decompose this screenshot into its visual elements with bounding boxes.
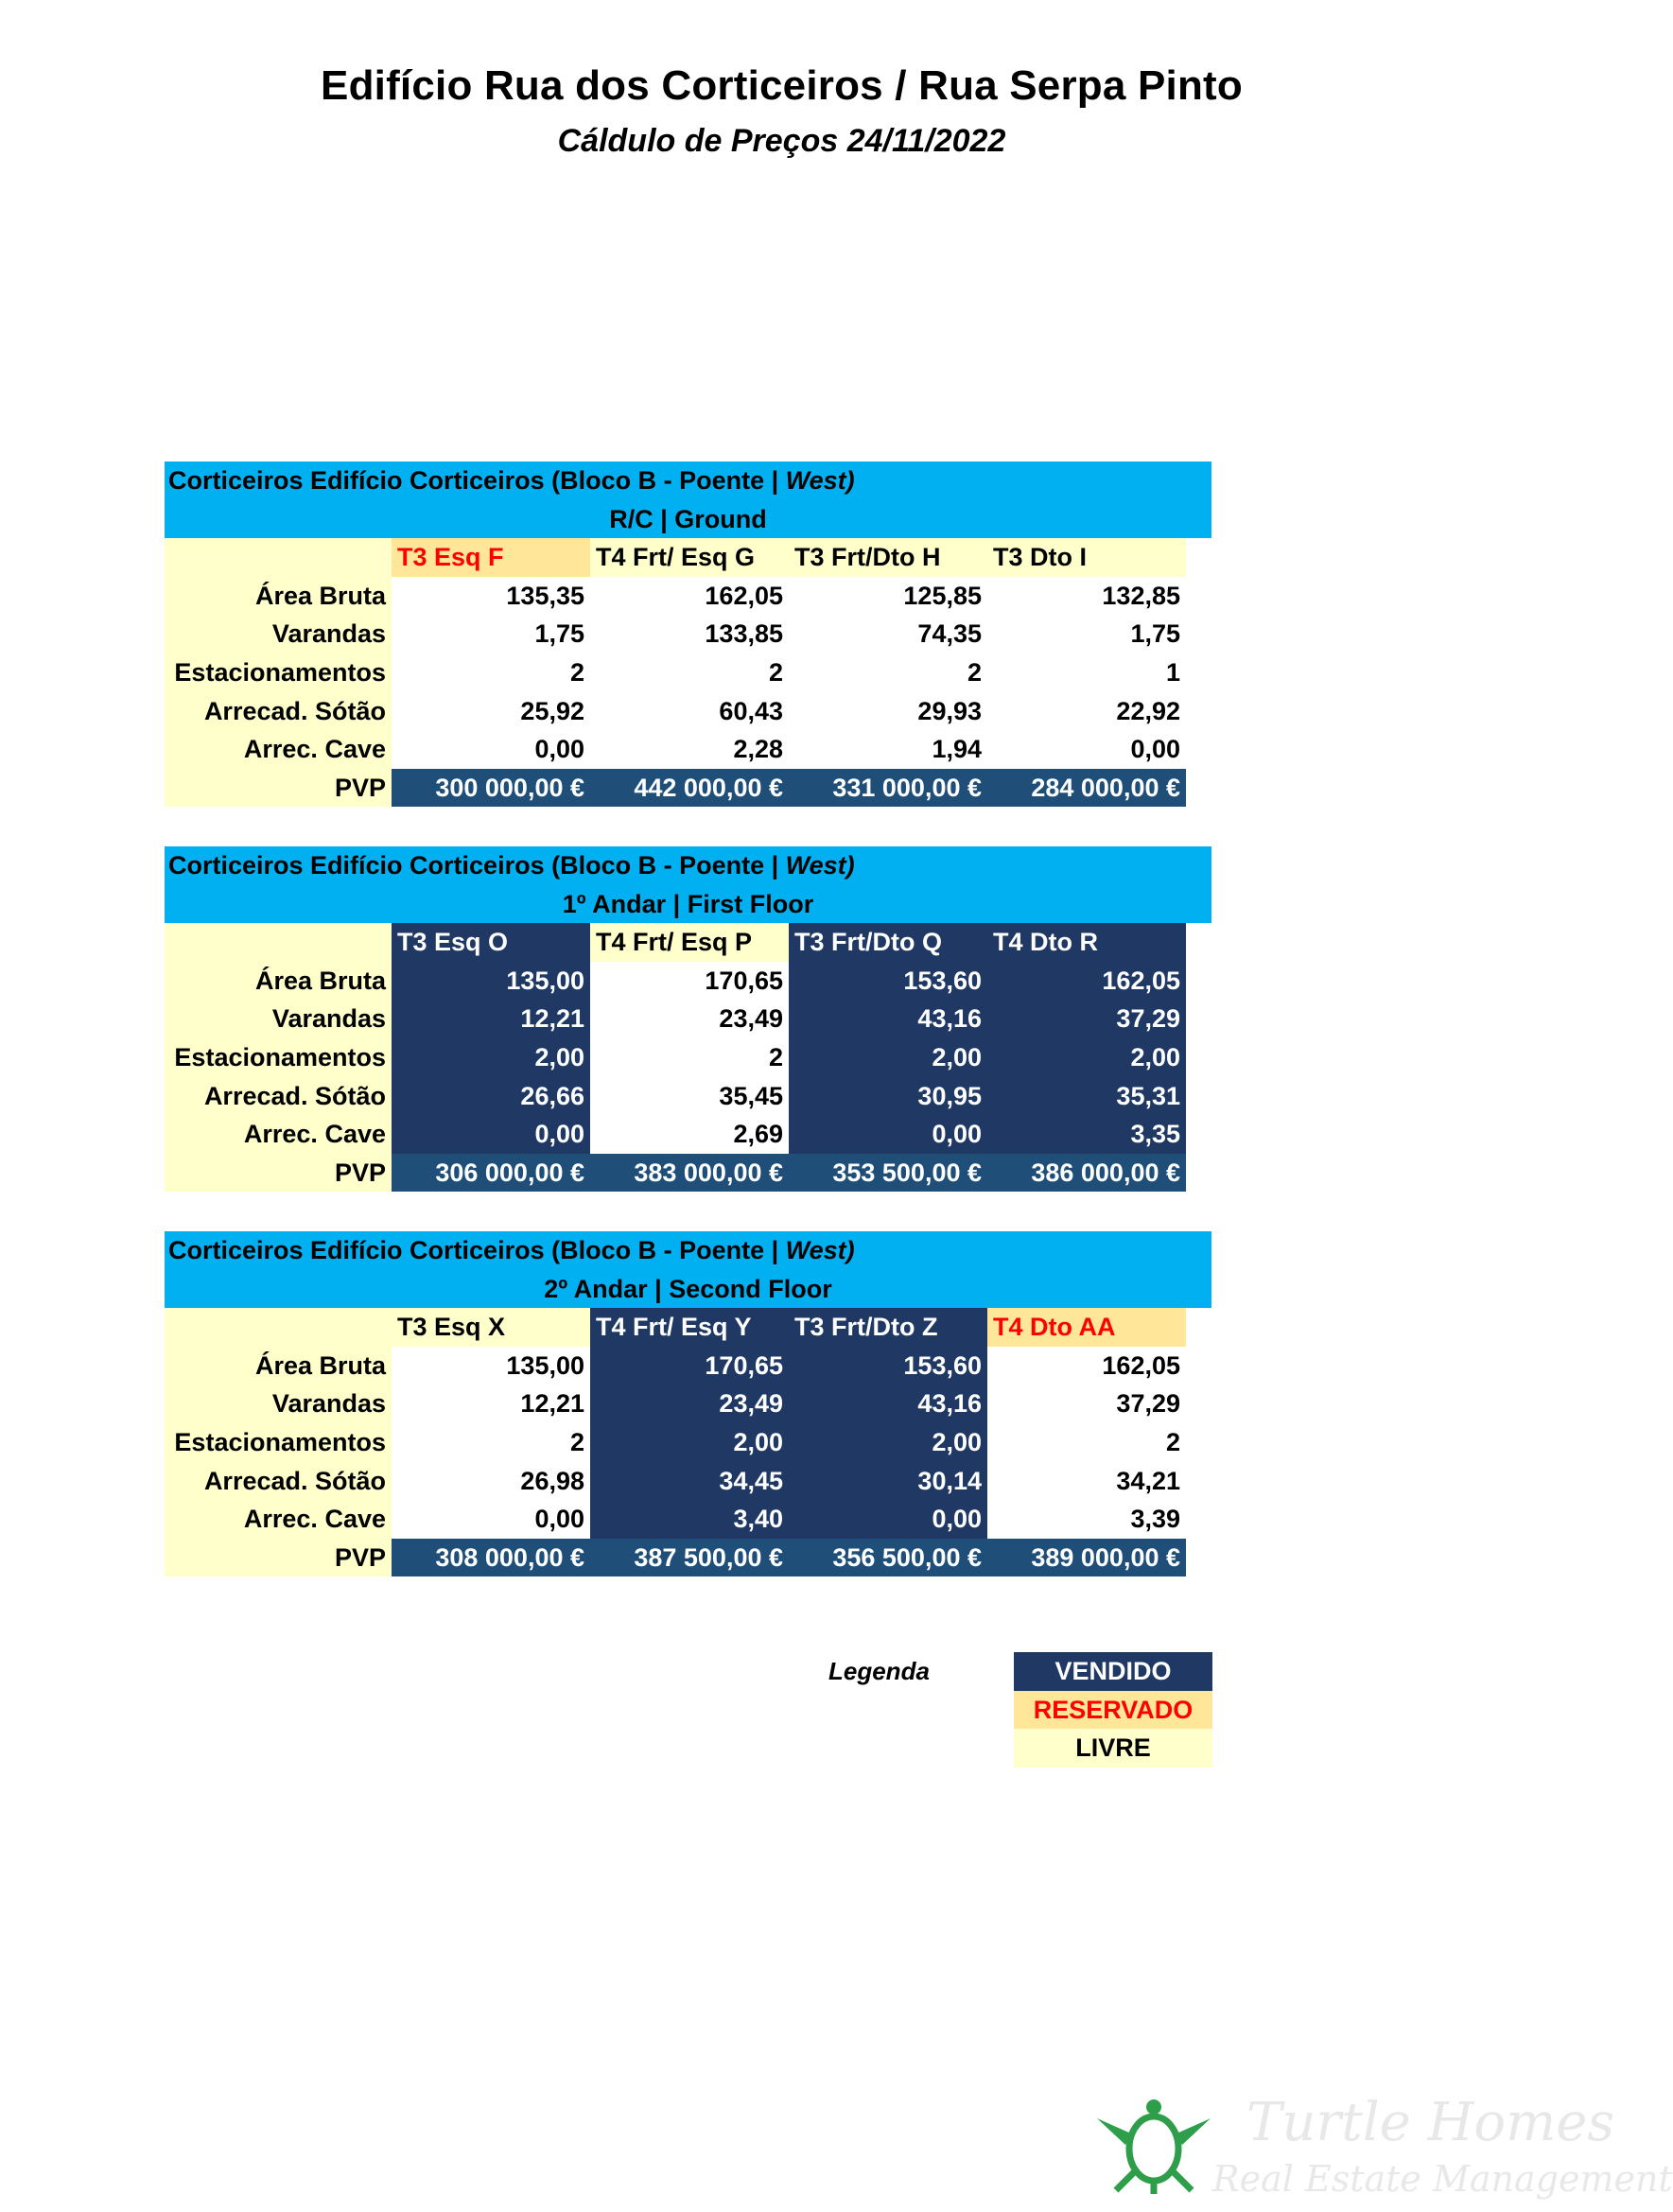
value-cell: 74,35 [789,615,987,653]
unit-name: T4 Dto R [987,923,1186,962]
data-row [165,1000,1211,1038]
value-cell: 170,65 [590,962,789,1001]
data-row [165,615,1211,653]
block-title-west: West) [785,466,855,495]
pvp-cell: 386 000,00 € [987,1154,1186,1193]
block-title-row [165,462,1211,500]
row-label: Estacionamentos [165,653,392,692]
pvp-cell: 306 000,00 € [392,1154,590,1193]
pvp-cell: 389 000,00 € [987,1539,1186,1577]
data-row [165,1077,1211,1116]
value-cell: 133,85 [590,615,789,653]
block-title-row [165,1231,1211,1270]
value-cell: 43,16 [789,1000,987,1038]
data-row [165,577,1211,616]
row-label: Arrec. Cave [165,1500,392,1539]
unit-name: T3 Frt/Dto H [789,538,987,577]
pvp-cell: 331 000,00 € [789,769,987,808]
value-cell: 2 [590,1038,789,1077]
value-cell: 34,21 [987,1462,1186,1501]
value-cell: 2,00 [987,1038,1186,1077]
floor-title: R/C | Ground [609,504,767,533]
value-cell: 26,98 [392,1462,590,1501]
price-table [165,846,1211,1192]
value-cell: 0,00 [789,1500,987,1539]
data-row [165,1385,1211,1423]
value-cell: 30,14 [789,1462,987,1501]
floor-title-row [165,1270,1211,1309]
value-cell: 3,39 [987,1500,1186,1539]
value-cell: 29,93 [789,692,987,731]
legend [1014,1652,1212,1768]
value-cell: 1,94 [789,730,987,769]
value-cell: 1 [987,653,1186,692]
value-cell: 125,85 [789,577,987,616]
unit-name: T3 Frt/Dto Q [789,923,987,962]
value-cell: 170,65 [590,1347,789,1385]
block-title [165,846,855,885]
data-row [165,1115,1211,1154]
logo-text-brand: Turtle Homes [1246,2092,1615,2153]
value-cell: 2 [789,653,987,692]
floor-title: 1º Andar | First Floor [562,889,814,918]
pvp-cell: 383 000,00 € [590,1154,789,1193]
row-label: Arrecad. Sótão [165,1462,392,1501]
row-label-pvp: PVP [165,1154,392,1193]
pvp-row [165,769,1211,808]
value-cell: 37,29 [987,1000,1186,1038]
pvp-row [165,1539,1211,1577]
pvp-cell: 387 500,00 € [590,1539,789,1577]
data-row [165,1462,1211,1501]
legend-item-vendido: VENDIDO [1014,1652,1212,1691]
row-label: Arrecad. Sótão [165,1077,392,1116]
value-cell: 2,69 [590,1115,789,1154]
unit-name: T4 Dto AA [987,1308,1186,1347]
page-subtitle: Cáldulo de Preços 24/11/2022 [557,123,1006,159]
value-cell: 1,75 [392,615,590,653]
value-cell: 153,60 [789,962,987,1001]
unit-header-row [165,923,1211,962]
legend-item-reservado: RESERVADO [1014,1691,1212,1730]
data-row [165,692,1211,731]
pvp-cell: 284 000,00 € [987,769,1186,808]
value-cell: 135,00 [392,962,590,1001]
row-label: Arrec. Cave [165,730,392,769]
unit-name: T4 Frt/ Esq Y [590,1308,789,1347]
data-row [165,1500,1211,1539]
block-title-west: West) [785,1236,855,1264]
row-label-empty [165,538,392,577]
row-label: Área Bruta [165,962,392,1001]
value-cell: 0,00 [987,730,1186,769]
value-cell: 26,66 [392,1077,590,1116]
value-cell: 2 [392,1423,590,1462]
data-row [165,1423,1211,1462]
legend-item-livre: LIVRE [1014,1729,1212,1768]
data-row [165,730,1211,769]
unit-header-row [165,1308,1211,1347]
row-label: Varandas [165,1385,392,1423]
price-table [165,462,1211,807]
block-title-main: Corticeiros Edifício Corticeiros (Bloco B - Poente | [168,1236,786,1264]
data-row [165,1038,1211,1077]
price-table [165,1231,1211,1576]
data-row [165,962,1211,1001]
value-cell: 132,85 [987,577,1186,616]
value-cell: 2 [392,653,590,692]
row-label-empty [165,923,392,962]
unit-name: T4 Frt/ Esq P [590,923,789,962]
pvp-cell: 308 000,00 € [392,1539,590,1577]
value-cell: 2,00 [392,1038,590,1077]
row-label-pvp: PVP [165,769,392,808]
value-cell: 22,92 [987,692,1186,731]
value-cell: 35,31 [987,1077,1186,1116]
value-cell: 25,92 [392,692,590,731]
value-cell: 35,45 [590,1077,789,1116]
row-label: Varandas [165,615,392,653]
value-cell: 0,00 [392,730,590,769]
value-cell: 162,05 [590,577,789,616]
block-title [165,1231,855,1270]
row-label: Varandas [165,1000,392,1038]
row-label: Estacionamentos [165,1038,392,1077]
block-title-west: West) [785,851,855,880]
value-cell: 3,40 [590,1500,789,1539]
value-cell: 0,00 [789,1115,987,1154]
unit-name: T3 Esq X [392,1308,590,1347]
value-cell: 2,00 [789,1423,987,1462]
value-cell: 3,35 [987,1115,1186,1154]
block-title-main: Corticeiros Edifício Corticeiros (Bloco B - Poente | [168,466,786,495]
floor-title: 2º Andar | Second Floor [544,1274,832,1303]
value-cell: 0,00 [392,1115,590,1154]
row-label: Estacionamentos [165,1423,392,1462]
value-cell: 1,75 [987,615,1186,653]
pvp-cell: 300 000,00 € [392,769,590,808]
data-row [165,653,1211,692]
row-label: Arrecad. Sótão [165,692,392,731]
value-cell: 43,16 [789,1385,987,1423]
value-cell: 2,00 [789,1038,987,1077]
pvp-cell: 353 500,00 € [789,1154,987,1193]
row-label-pvp: PVP [165,1539,392,1577]
block-title-row [165,846,1211,885]
data-row [165,1347,1211,1385]
value-cell: 30,95 [789,1077,987,1116]
row-label: Área Bruta [165,1347,392,1385]
value-cell: 153,60 [789,1347,987,1385]
row-label: Arrec. Cave [165,1115,392,1154]
value-cell: 2 [590,653,789,692]
legend-label: Legenda [828,1657,930,1685]
value-cell: 2 [987,1423,1186,1462]
value-cell: 135,35 [392,577,590,616]
block-title-main: Corticeiros Edifício Corticeiros (Bloco B - Poente | [168,851,786,880]
unit-name: T3 Esq F [392,538,590,577]
row-label: Área Bruta [165,577,392,616]
block-title [165,462,855,500]
value-cell: 23,49 [590,1385,789,1423]
value-cell: 37,29 [987,1385,1186,1423]
value-cell: 135,00 [392,1347,590,1385]
floor-title-row [165,500,1211,539]
value-cell: 2,00 [590,1423,789,1462]
unit-header-row [165,538,1211,577]
floor-title-row [165,885,1211,924]
value-cell: 12,21 [392,1385,590,1423]
pvp-row [165,1154,1211,1193]
row-label-empty [165,1308,392,1347]
pvp-cell: 442 000,00 € [590,769,789,808]
value-cell: 162,05 [987,1347,1186,1385]
value-cell: 23,49 [590,1000,789,1038]
value-cell: 2,28 [590,730,789,769]
unit-name: T3 Dto I [987,538,1186,577]
logo-text-tagline: Real Estate Management [1212,2158,1673,2200]
value-cell: 34,45 [590,1462,789,1501]
unit-name: T3 Frt/Dto Z [789,1308,987,1347]
value-cell: 162,05 [987,962,1186,1001]
unit-name: T4 Frt/ Esq G [590,538,789,577]
pvp-cell: 356 500,00 € [789,1539,987,1577]
unit-name: T3 Esq O [392,923,590,962]
page-title: Edifício Rua dos Corticeiros / Rua Serpa Pinto [321,62,1243,109]
value-cell: 60,43 [590,692,789,731]
value-cell: 0,00 [392,1500,590,1539]
value-cell: 12,21 [392,1000,590,1038]
